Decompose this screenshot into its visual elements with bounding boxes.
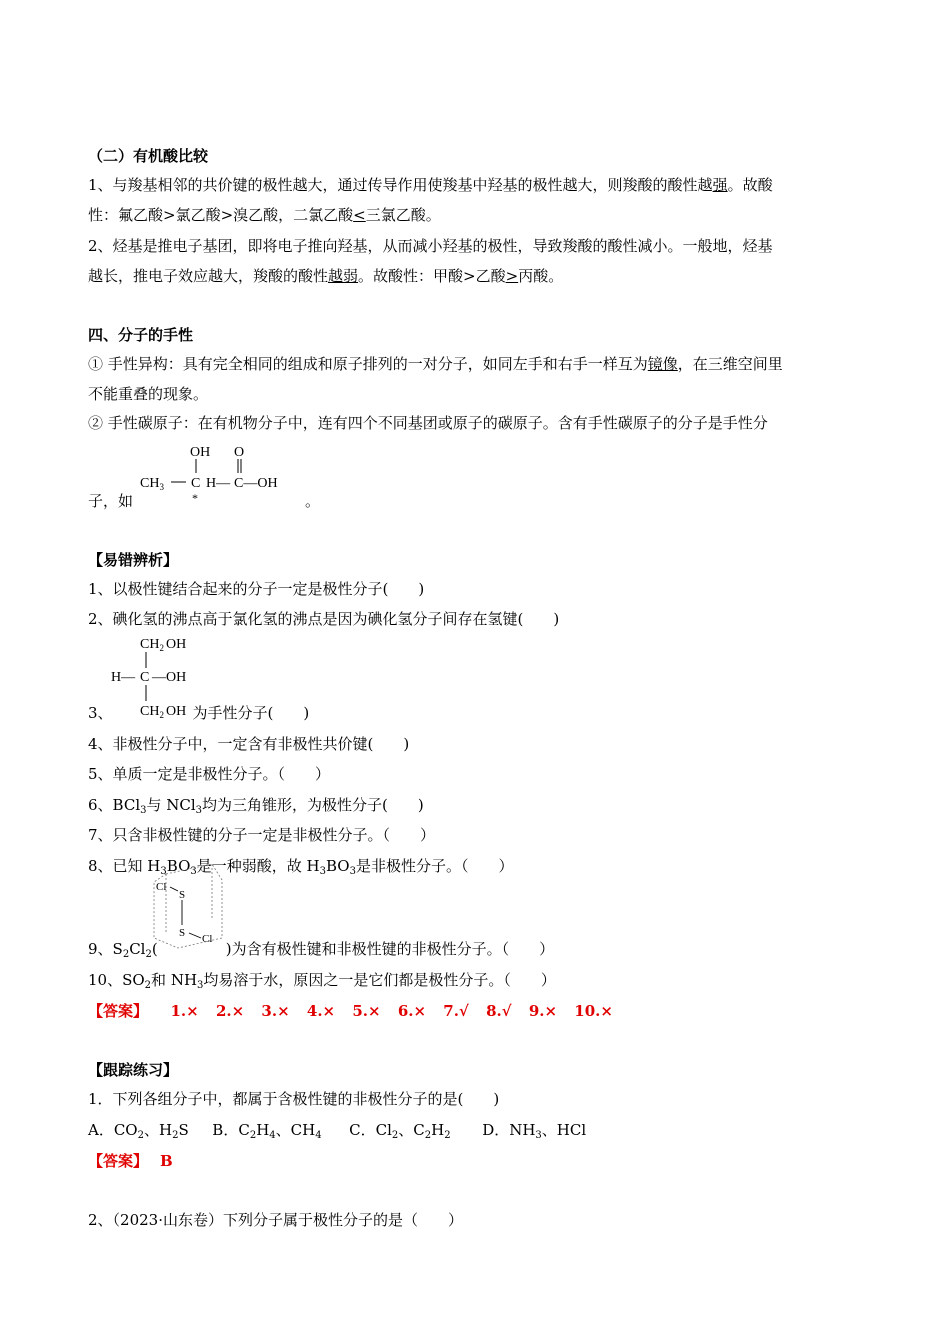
practice-answer-line (88, 1151, 173, 1171)
svg-text:H—: H— (206, 476, 231, 491)
answer-2: 2.× (215, 1002, 245, 1020)
paragraph-chiral-3: 子，如 。 (88, 492, 321, 510)
svg-text:—OH: —OH (152, 670, 187, 685)
svg-text:CH3: $CH_3$ (140, 476, 164, 492)
answer-label: 【答案】 (88, 1002, 149, 1020)
svg-text:H—: H— (111, 670, 136, 685)
option-a: A．$CO_2$、$H_2S$ (88, 1121, 189, 1141)
paragraph-acid-2: 2、烃基是推电子基团，即将电子推向羟基，从而减小羟基的极性，导致羧酸的酸性减小。一般地，烃基 (88, 237, 773, 255)
error-item-2: 2、碘化氢的沸点高于氯化氢的沸点是因为碘化氢分子间存在氢键( ) (88, 610, 560, 628)
svg-text:OH: OH (190, 445, 211, 460)
error-item-10: 10、$SO_2$和 $NH_3$均易溶于水，原因之一是它们都是极性分子。（ ） (88, 971, 556, 991)
svg-text:Cl: Cl (202, 933, 213, 945)
paragraph-chiral-1-cont: 不能重叠的现象。 (88, 385, 209, 403)
answer-10: 10.× (574, 1002, 613, 1020)
section-heading-practice: 【跟踪练习】 (88, 1061, 179, 1079)
paragraph-acid-1: 1、与羧基相邻的共价键的极性越大，通过传导作用使羧基中羟基的极性越大，则羧酸的酸性越强。故酸 (88, 176, 773, 194)
answer-9: 9.× (528, 1002, 558, 1020)
error-item-7: 7、只含非极性键的分子一定是非极性分子。（ ） (88, 826, 436, 844)
answer-label: 【答案】 (88, 1152, 149, 1170)
answer-5: 5.× (352, 1002, 381, 1020)
answer-value: B (160, 1152, 173, 1170)
errors-answer-line (88, 1001, 613, 1021)
section-heading-errors: 【易错辨析】 (88, 551, 179, 569)
answer-3: 3.× (261, 1002, 290, 1020)
error-item-5: 5、单质一定是非极性分子。（ ） (88, 765, 331, 783)
practice-question-2: 2、（2023·山东卷）下列分子属于极性分子的是（ ） (88, 1211, 463, 1229)
paragraph-chiral-1: ① 手性异构：具有完全相同的组成和原子排列的一对分子，如同左手和右手一样互为镜像，在三维空间里 (88, 355, 783, 373)
svg-text:*: * (192, 491, 198, 505)
option-b: B．$C_2H_4$、$CH_4$ (212, 1121, 322, 1141)
error-item-4: 4、非极性分子中，一定含有非极性共价键( ) (88, 735, 410, 753)
practice-question-1: 1．下列各组分子中，都属于含极性键的非极性分子的是( ) (88, 1090, 500, 1108)
error-item-9: 9、$S_2Cl_2$( )为含有极性键和非极性键的非极性分子。（ ） (88, 940, 555, 960)
svg-text:C: C (191, 476, 201, 491)
answer-6: 6.× (397, 1002, 427, 1020)
error-item-8: 8、已知 $H_3BO_3$是一种弱酸，故 $H_3BO_3$是非极性分子。（ ） (88, 857, 514, 877)
error-item-3: 3、 为手性分子( ) (88, 704, 310, 722)
option-d: D．$NH_3$、HCl (482, 1121, 587, 1141)
paragraph-acid-2-cont: 越长，推电子效应越大，羧酸的酸性越弱。故酸性：甲酸>乙酸>丙酸。 (88, 267, 564, 285)
svg-text:O: O (234, 445, 245, 460)
answer-7: 7.√ (443, 1002, 469, 1020)
practice-options (88, 1120, 586, 1140)
svg-text:S: S (179, 927, 186, 939)
paragraph-acid-1-cont: 性：氟乙酸>氯乙酸>溴乙酸，二氯乙酸<三氯乙酸。 (88, 206, 441, 224)
svg-text:Cl: Cl (156, 881, 167, 893)
svg-text:C—OH: C—OH (234, 476, 278, 491)
section-heading-acid: （二）有机酸比较 (88, 147, 209, 165)
option-c: C．$Cl_2$、$C_2H_2$ (349, 1121, 451, 1141)
svg-text:CH2OH: $CH_2$ OH (140, 704, 187, 720)
section-heading-chirality: 四、分子的手性 (88, 326, 194, 344)
answer-4: 4.× (306, 1002, 336, 1020)
lactic-acid-formula (136, 440, 306, 506)
error-item-6: 6、BCl$_3$与 NCl$_3$均为三角锥形，为极性分子( ) (88, 796, 424, 816)
error-item-1: 1、以极性键结合起来的分子一定是极性分子( ) (88, 580, 425, 598)
paragraph-chiral-2: ② 手性碳原子：在有机物分子中，连有四个不同基团或原子的碳原子。含有手性碳原子的分子是手性分 (88, 414, 768, 432)
answer-8: 8.√ (486, 1002, 512, 1020)
answer-1: 1.× (170, 1002, 199, 1020)
svg-text:S: S (179, 889, 186, 901)
svg-text:CH2OH: $CH_2$ OH (140, 637, 187, 653)
svg-text:C: C (140, 670, 150, 685)
